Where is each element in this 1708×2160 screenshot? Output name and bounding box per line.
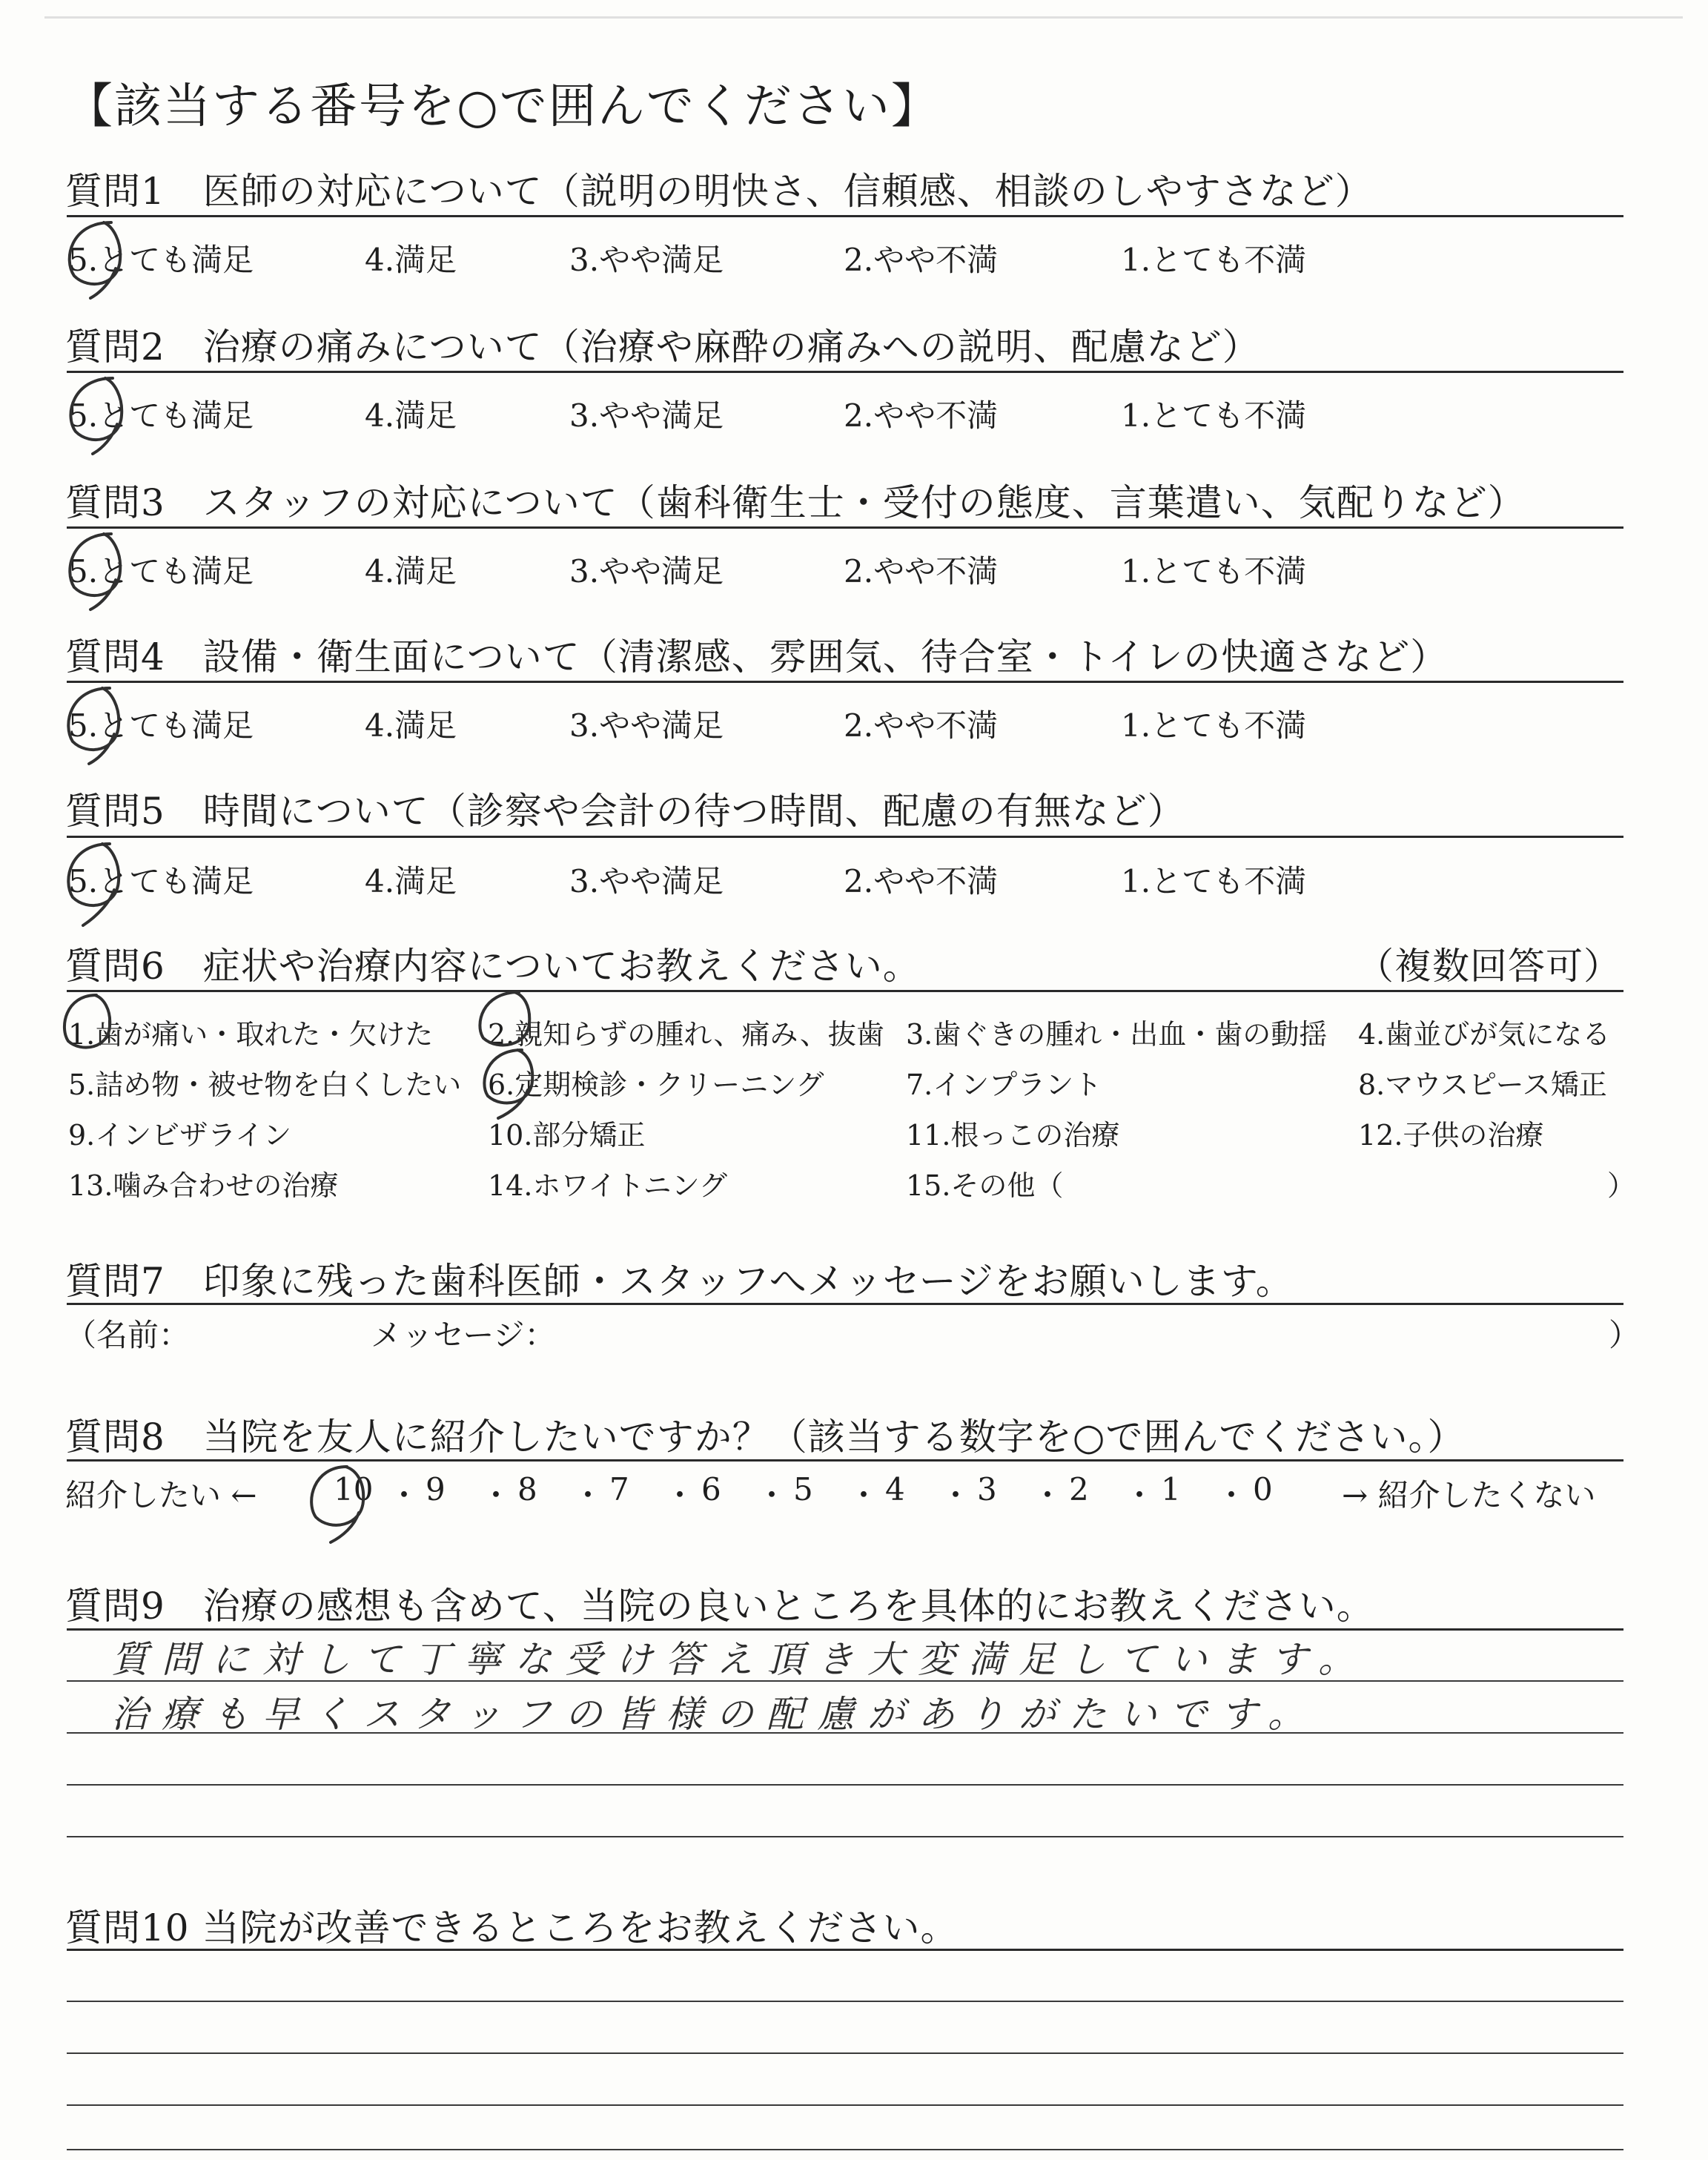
q6-option-10[interactable]: 10.部分矯正 <box>488 1119 646 1152</box>
scale-separator: ・ <box>756 1477 788 1513</box>
q6-option-11[interactable]: 11.根っこの治療 <box>906 1119 1120 1152</box>
q4-option-5[interactable]: 5.とても満足 <box>68 707 254 744</box>
scale-separator: ・ <box>940 1477 972 1513</box>
scale-separator: ・ <box>1032 1477 1064 1513</box>
question-2-label: 質問2 治療の痛みについて（治療や麻酔の痛みへの説明、配慮など） <box>65 326 1260 369</box>
question-6-label: 質問6 症状や治療内容についてお教えください。 <box>65 945 921 988</box>
question-7-label: 質問7 印象に残った歯科医師・スタッフへメッセージをお願いします。 <box>65 1260 1294 1303</box>
q6-option-5[interactable]: 5.詰め物・被せ物を白くしたい <box>68 1069 462 1101</box>
scale-value-10[interactable]: 10 <box>334 1471 374 1507</box>
q6-option-15[interactable]: 15.その他（ <box>906 1169 1064 1202</box>
q2-selection-circle <box>70 378 122 454</box>
name-field-label: （名前： <box>65 1317 191 1353</box>
question-6-note: （複数回答可） <box>1357 945 1621 988</box>
q5-option-4[interactable]: 4.満足 <box>365 863 457 899</box>
q6-option-16: ） <box>1607 1169 1636 1202</box>
q5-option-1[interactable]: 1.とても不満 <box>1121 863 1307 899</box>
q5-selection-circle <box>68 844 119 925</box>
scale-separator: ・ <box>1216 1477 1248 1513</box>
scale-value-6[interactable]: 6 <box>701 1471 721 1507</box>
q9-answer-line-1: 質問に対して丁寧な受け答え頂き大変満足しています。 <box>111 1638 1368 1681</box>
scale-left-label: 紹介したい ← <box>65 1477 257 1513</box>
q2-option-3[interactable]: 3.やや満足 <box>569 397 724 434</box>
q6-option-7[interactable]: 7.インプラント <box>906 1069 1102 1101</box>
q1-option-4[interactable]: 4.満足 <box>365 242 457 278</box>
scale-value-1[interactable]: 1 <box>1161 1471 1181 1507</box>
scale-value-3[interactable]: 3 <box>977 1471 997 1507</box>
scale-value-8[interactable]: 8 <box>517 1471 537 1507</box>
message-field-label: メッセージ： <box>371 1317 556 1353</box>
q5-option-3[interactable]: 3.やや満足 <box>569 863 724 899</box>
scale-separator: ・ <box>388 1477 420 1513</box>
q3-selection-circle <box>70 534 120 610</box>
q2-option-5[interactable]: 5.とても満足 <box>68 397 254 434</box>
q4-option-4[interactable]: 4.満足 <box>365 707 457 744</box>
question-1-label: 質問1 医師の対応について（説明の明快さ、信頼感、相談のしやすさなど） <box>65 170 1373 213</box>
q1-option-5[interactable]: 5.とても満足 <box>68 242 254 278</box>
q5-option-2[interactable]: 2.やや不満 <box>844 863 999 899</box>
q9-answer-line-2: 治療も早くスタッフの皆様の配慮がありがたいです。 <box>111 1693 1318 1736</box>
scale-separator: ・ <box>664 1477 696 1513</box>
q6-option-8[interactable]: 8.マウスピース矯正 <box>1358 1069 1607 1101</box>
scale-separator: ・ <box>572 1477 604 1513</box>
scale-value-7[interactable]: 7 <box>609 1471 629 1507</box>
q6-option-4[interactable]: 4.歯並びが気になる <box>1358 1018 1611 1051</box>
question-4-label: 質問4 設備・衛生面について（清潔感、雰囲気、待合室・トイレの快適さなど） <box>65 635 1449 678</box>
q6-opt6-circle <box>484 1050 532 1118</box>
q4-option-2[interactable]: 2.やや不満 <box>844 707 999 744</box>
q5-option-5[interactable]: 5.とても満足 <box>68 863 254 899</box>
form-title: 【該当する番号を○で囲んでください】 <box>65 79 940 134</box>
q3-option-5[interactable]: 5.とても満足 <box>68 553 254 589</box>
q6-opt2-circle <box>480 992 529 1046</box>
q3-option-2[interactable]: 2.やや不満 <box>844 553 999 589</box>
q6-option-13[interactable]: 13.噛み合わせの治療 <box>68 1169 339 1202</box>
q1-option-3[interactable]: 3.やや満足 <box>569 242 724 278</box>
q6-option-12[interactable]: 12.子供の治療 <box>1358 1119 1544 1152</box>
scale-value-2[interactable]: 2 <box>1069 1471 1089 1507</box>
q6-option-3[interactable]: 3.歯ぐきの腫れ・出血・歯の動揺 <box>906 1018 1328 1051</box>
q4-selection-circle <box>68 688 119 764</box>
q2-option-1[interactable]: 1.とても不満 <box>1121 397 1307 434</box>
scale-value-0[interactable]: 0 <box>1253 1471 1273 1507</box>
scale-right-label: → 紹介したくない <box>1342 1477 1596 1513</box>
q2-option-2[interactable]: 2.やや不満 <box>844 397 999 434</box>
q3-option-4[interactable]: 4.満足 <box>365 553 457 589</box>
q3-option-3[interactable]: 3.やや満足 <box>569 553 724 589</box>
q6-opt1-circle <box>64 995 110 1048</box>
q3-option-1[interactable]: 1.とても不満 <box>1121 553 1307 589</box>
q2-option-4[interactable]: 4.満足 <box>365 397 457 434</box>
q6-option-14[interactable]: 14.ホワイトニング <box>488 1169 728 1202</box>
q1-option-1[interactable]: 1.とても不満 <box>1121 242 1307 278</box>
q4-option-3[interactable]: 3.やや満足 <box>569 707 724 744</box>
q6-option-1[interactable]: 1.歯が痛い・取れた・欠けた <box>68 1018 434 1051</box>
scale-value-4[interactable]: 4 <box>885 1471 905 1507</box>
q4-option-1[interactable]: 1.とても不満 <box>1121 707 1307 744</box>
q6-option-6[interactable]: 6.定期検診・クリーニング <box>488 1069 824 1101</box>
message-field-close: ） <box>1609 1317 1641 1353</box>
question-3-label: 質問3 スタッフの対応について（歯科衛生士・受付の態度、言葉遣い、気配りなど） <box>65 481 1526 524</box>
q6-option-2[interactable]: 2.親知らずの腫れ、痛み、抜歯 <box>488 1018 884 1051</box>
q6-option-9[interactable]: 9.インビザライン <box>68 1119 292 1152</box>
scale-value-9[interactable]: 9 <box>426 1471 446 1507</box>
question-5-label: 質問5 時間について（診察や会計の待つ時間、配慮の有無など） <box>65 790 1185 833</box>
question-10-label: 質問10 当院が改善できるところをお教えください。 <box>65 1906 959 1949</box>
question-9-label: 質問9 治療の感想も含めて、当院の良いところを具体的にお教えください。 <box>65 1585 1374 1628</box>
scale-separator: ・ <box>480 1477 512 1513</box>
scale-separator: ・ <box>1124 1477 1156 1513</box>
q8-selection-circle <box>311 1467 363 1542</box>
scale-separator: ・ <box>848 1477 880 1513</box>
q1-selection-circle <box>70 222 121 298</box>
question-8-label: 質問8 当院を友人に紹介したいですか？（該当する数字を○で囲んでください。） <box>65 1416 1466 1459</box>
scale-value-5[interactable]: 5 <box>793 1471 813 1507</box>
q1-option-2[interactable]: 2.やや不満 <box>844 242 999 278</box>
